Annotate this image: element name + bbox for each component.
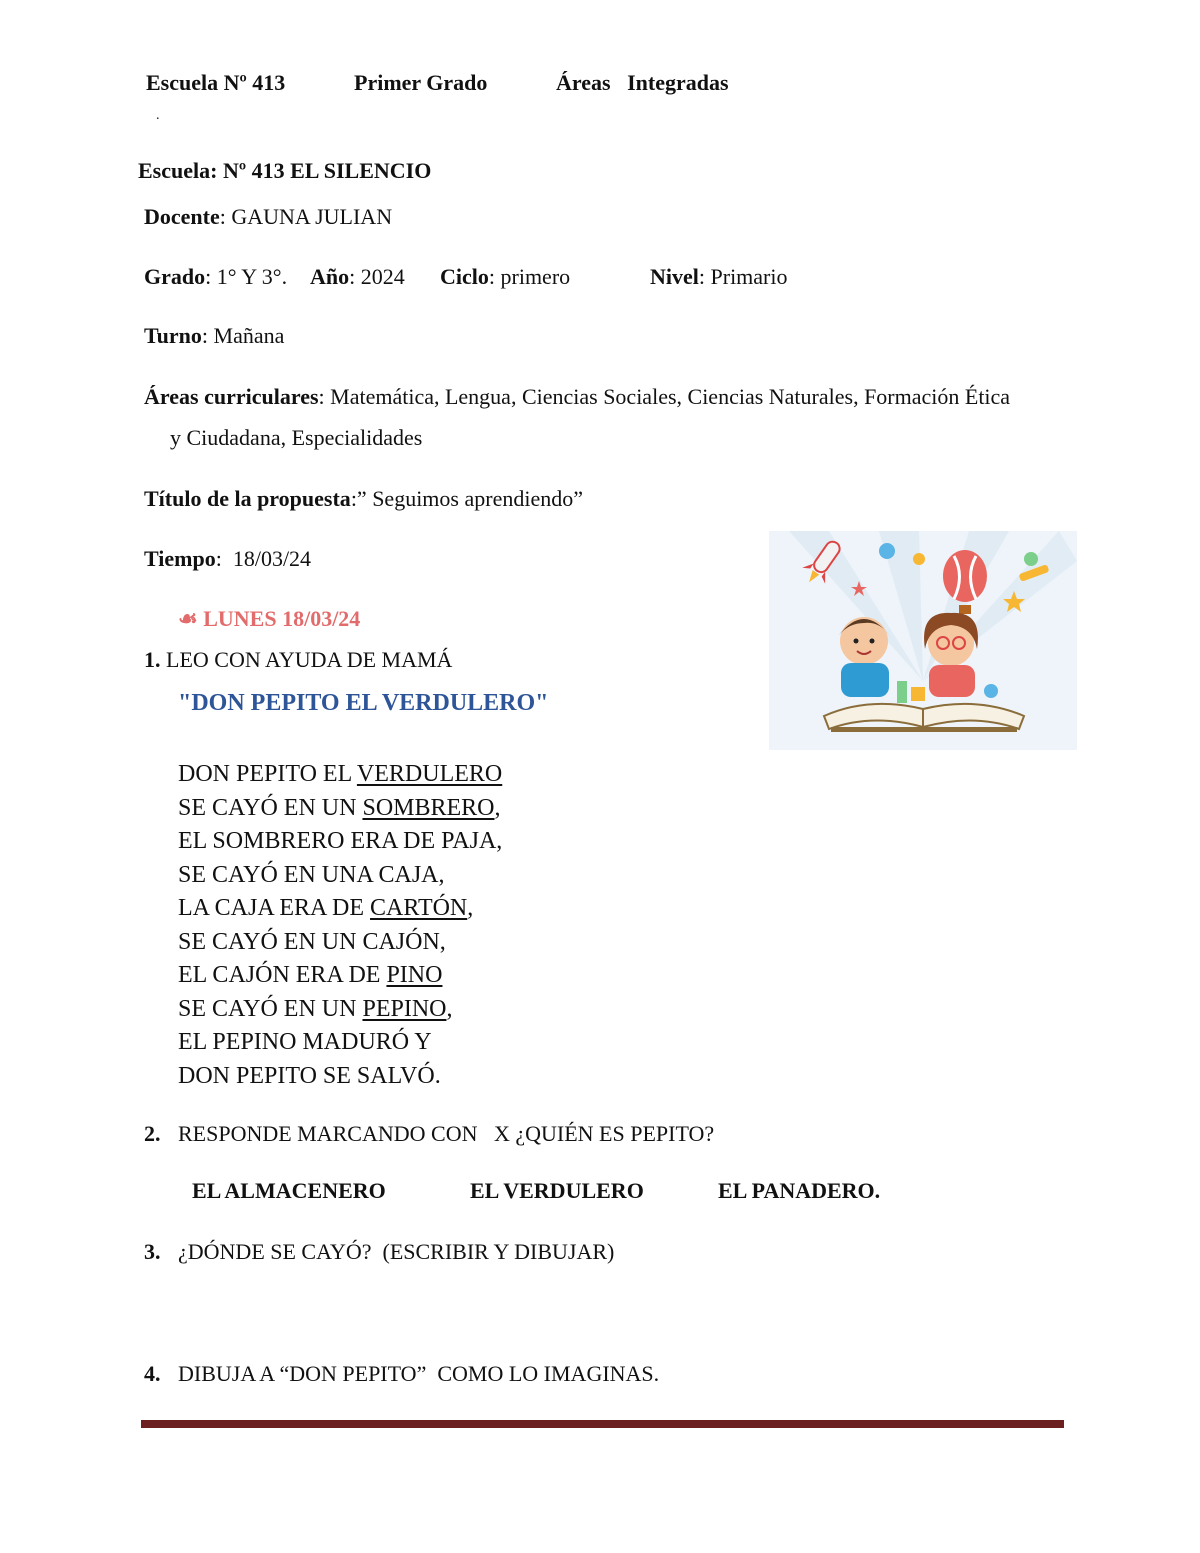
- poem-line-3: EL SOMBRERO ERA DE PAJA,: [178, 828, 503, 854]
- poem-line-2-comma: ,: [494, 794, 501, 821]
- poem-line-1: [178, 758, 502, 792]
- areas-label: Áreas curriculares: [144, 384, 319, 409]
- question-2-text: RESPONDE MARCANDO CON X ¿QUIÉN ES PEPITO?: [178, 1121, 715, 1146]
- turno-value: : Mañana: [201, 323, 285, 348]
- header-areas: Áreas Integradas: [556, 70, 729, 95]
- poem: [178, 758, 502, 1093]
- info-turno: [144, 323, 284, 349]
- poem-line-8-underlined: PEPINO: [362, 995, 447, 1022]
- option-panadero: EL PANADERO.: [718, 1178, 881, 1203]
- tiempo-value: : 18/03/24: [215, 546, 312, 571]
- header-grade: Primer Grado: [354, 70, 488, 95]
- grado-value: : 1° Y 3°.: [205, 264, 288, 289]
- question-4-text: DIBUJA A “DON PEPITO” COMO LO IMAGINAS.: [178, 1361, 660, 1386]
- question-1: [144, 647, 452, 673]
- info-grado: [144, 264, 287, 290]
- info-nivel: [650, 264, 788, 290]
- book-illustration-icon: [769, 531, 1077, 750]
- poem-line-2-underlined: SOMBRERO: [362, 794, 495, 821]
- ciclo-value: : primero: [488, 264, 571, 289]
- info-docente: [144, 204, 392, 230]
- header-school: Escuela Nº 413: [146, 70, 286, 95]
- poem-line-5-text: LA CAJA ERA DE: [178, 895, 371, 921]
- poem-title: "DON PEPITO EL VERDULERO": [178, 690, 549, 716]
- info-escuela: [138, 158, 431, 184]
- question-3-number: 3.: [144, 1239, 161, 1264]
- nivel-value: : Primario: [698, 264, 788, 289]
- question-1-text: LEO CON AYUDA DE MAMÁ: [160, 647, 453, 672]
- poem-line-5-underlined: CARTÓN: [370, 895, 468, 921]
- poem-line-2: [178, 792, 502, 826]
- day-heading: ☙ LUNES 18/03/24: [178, 606, 361, 631]
- grado-label: Grado: [144, 264, 206, 289]
- poem-line-5-comma: ,: [467, 895, 474, 921]
- poem-line-8-text: SE CAYÓ EN UN: [178, 995, 363, 1022]
- titulo-value: :” Seguimos aprendiendo”: [350, 486, 583, 511]
- escuela-value: Nº 413 EL SILENCIO: [217, 158, 432, 183]
- poem-line-1-text: DON PEPITO EL: [178, 761, 357, 787]
- poem-line-6: SE CAYÓ EN UN CAJÓN,: [178, 928, 446, 955]
- poem-line-7: [178, 959, 502, 993]
- poem-line-9: EL PEPINO MADURÓ Y: [178, 1029, 432, 1055]
- escuela-label: Escuela:: [138, 158, 218, 183]
- info-anio: [310, 264, 405, 290]
- question-3-text: ¿DÓNDE SE CAYÓ? (ESCRIBIR Y DIBUJAR): [178, 1239, 615, 1264]
- option-verdulero: EL VERDULERO: [470, 1178, 644, 1203]
- tiempo-label: Tiempo: [144, 546, 216, 571]
- nivel-label: Nivel: [650, 264, 699, 289]
- question-2-number: 2.: [144, 1121, 161, 1146]
- anio-label: Año: [310, 264, 350, 289]
- poem-line-8-comma: ,: [446, 995, 453, 1022]
- turno-label: Turno: [144, 323, 202, 348]
- poem-line-7-text: EL CAJÓN ERA DE: [178, 962, 387, 988]
- areas-value-continued: y Ciudadana, Especialidades: [170, 425, 423, 450]
- poem-line-8: [178, 993, 502, 1027]
- question-4-number: 4.: [144, 1361, 161, 1386]
- bottom-divider: [141, 1420, 1064, 1428]
- anio-value: : 2024: [349, 264, 405, 289]
- info-ciclo: [440, 264, 570, 290]
- poem-line-2-text: SE CAYÓ EN UN: [178, 794, 363, 821]
- poem-line-10: DON PEPITO SE SALVÓ.: [178, 1062, 441, 1089]
- header-dot: .: [156, 108, 160, 123]
- children-reading-illustration: [769, 531, 1077, 750]
- docente-label: Docente: [144, 204, 220, 229]
- question-1-number: 1.: [144, 647, 161, 672]
- docente-value: : GAUNA JULIAN: [219, 204, 393, 229]
- poem-line-7-underlined: PINO: [386, 962, 443, 988]
- info-titulo: [144, 486, 583, 512]
- poem-line-4: SE CAYÓ EN UNA CAJA,: [178, 861, 445, 888]
- info-areas: [144, 384, 1010, 410]
- poem-line-1-underlined: VERDULERO: [356, 761, 503, 787]
- poem-line-5: [178, 892, 502, 926]
- areas-value: : Matemática, Lengua, Ciencias Sociales, Ciencias Naturales, Formación Ética: [318, 384, 1011, 409]
- option-almacenero: EL ALMACENERO: [192, 1178, 386, 1203]
- titulo-label: Título de la propuesta: [144, 486, 351, 511]
- ciclo-label: Ciclo: [440, 264, 489, 289]
- info-tiempo: [144, 546, 311, 572]
